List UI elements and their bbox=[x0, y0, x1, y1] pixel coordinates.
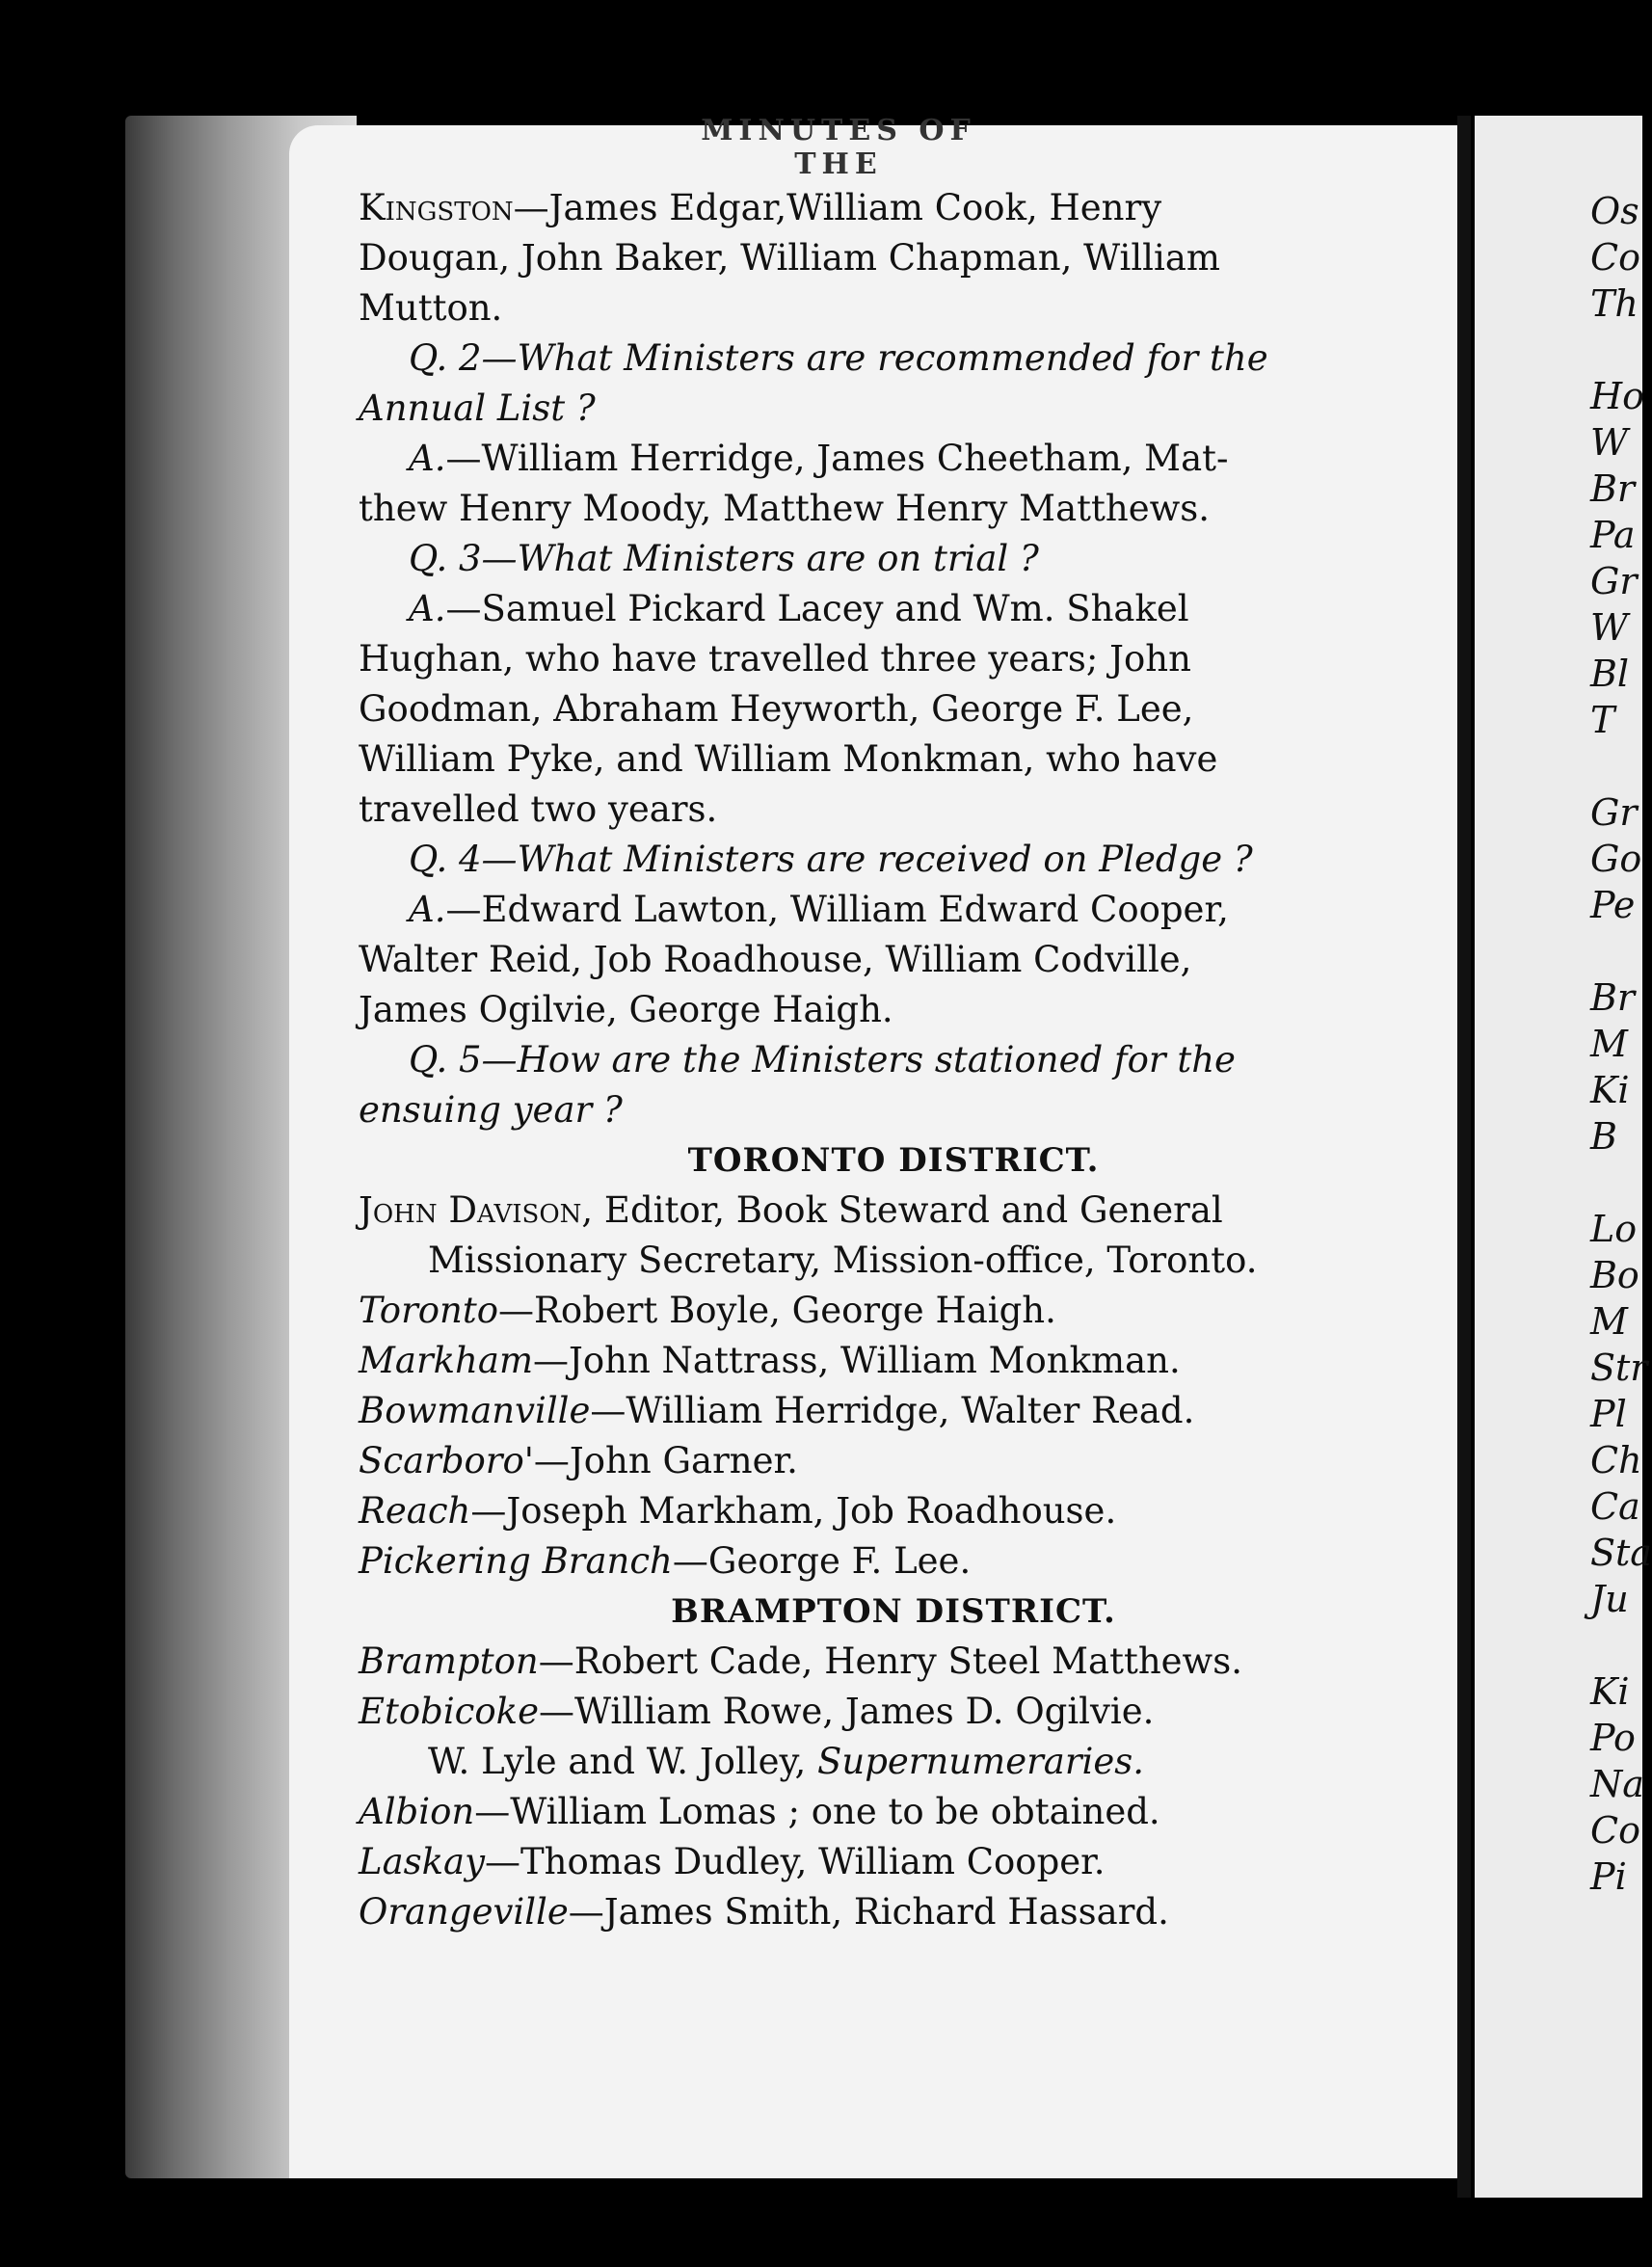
text-line bbox=[359, 1887, 1342, 1937]
text-line bbox=[359, 1787, 1342, 1837]
text-line bbox=[359, 1336, 1342, 1386]
text-run: Q. 3— bbox=[409, 538, 518, 579]
right-page-fragment: Ki bbox=[1590, 1670, 1630, 1713]
text-run: Brampton bbox=[359, 1640, 539, 1682]
page-text bbox=[359, 183, 1342, 1937]
text-run: What Ministers are on trial ? bbox=[517, 538, 1039, 579]
text-run: Laskay bbox=[359, 1841, 485, 1882]
text-line bbox=[359, 333, 1342, 384]
right-page-fragment: M bbox=[1590, 1300, 1628, 1343]
right-page-fragment: Ca bbox=[1590, 1485, 1640, 1528]
right-page-fragment: Str bbox=[1590, 1347, 1648, 1389]
text-run: What Ministers are recommended for the bbox=[517, 337, 1268, 379]
right-page-fragment: Br bbox=[1590, 467, 1636, 510]
text-line bbox=[359, 1837, 1342, 1887]
text-run: ensuing year ? bbox=[359, 1089, 623, 1131]
right-page-fragment: B bbox=[1590, 1115, 1617, 1158]
text-run: —William Herridge, James Cheetham, Mat- bbox=[445, 438, 1229, 479]
text-run: Reach bbox=[359, 1490, 471, 1532]
right-page-fragment: Pl bbox=[1590, 1393, 1627, 1435]
right-page-fragment: Po bbox=[1590, 1717, 1636, 1759]
text-run: —William Rowe, James D. Ogilvie. bbox=[539, 1691, 1155, 1732]
text-run: W. Lyle and W. Jolley, bbox=[428, 1741, 818, 1782]
text-line bbox=[359, 484, 1342, 534]
text-line bbox=[359, 935, 1342, 985]
right-page-fragment: Ch bbox=[1590, 1439, 1642, 1481]
text-run: A. bbox=[409, 889, 446, 930]
right-page-fragment: Co bbox=[1590, 1809, 1640, 1852]
text-run: BRAMPTON DISTRICT. bbox=[671, 1592, 1116, 1631]
district-heading bbox=[359, 1587, 1342, 1637]
right-page-fragment: T bbox=[1590, 699, 1615, 741]
text-run: —Robert Boyle, George Haigh. bbox=[498, 1290, 1056, 1331]
text-line bbox=[359, 1286, 1342, 1336]
right-page-fragment: Pa bbox=[1590, 514, 1636, 556]
text-run: Supernumeraries. bbox=[817, 1741, 1145, 1782]
text-line bbox=[359, 835, 1342, 885]
text-line bbox=[359, 1085, 1342, 1135]
text-run: Dougan, John Baker, William Chapman, William bbox=[359, 237, 1220, 279]
text-line bbox=[359, 1035, 1342, 1085]
text-run: travelled two years. bbox=[359, 788, 718, 830]
text-run: Annual List ? bbox=[359, 387, 596, 429]
text-run: —Thomas Dudley, William Cooper. bbox=[485, 1841, 1106, 1882]
text-run: —Joseph Markham, Job Roadhouse. bbox=[470, 1490, 1117, 1532]
text-run: —Samuel Pickard Lacey and Wm. Shakel bbox=[445, 588, 1189, 629]
text-line bbox=[359, 1737, 1342, 1787]
text-line bbox=[359, 584, 1342, 634]
text-run: thew Henry Moody, Matthew Henry Matthews. bbox=[359, 488, 1211, 529]
text-run: —James Edgar,William Cook, Henry bbox=[513, 187, 1162, 228]
text-line bbox=[359, 985, 1342, 1035]
right-page-fragment: Ju bbox=[1590, 1578, 1629, 1620]
right-page-fragment: Bo bbox=[1590, 1254, 1639, 1296]
right-page-fragment: Gr bbox=[1590, 560, 1638, 602]
right-page-fragment: W bbox=[1590, 421, 1629, 464]
text-run: A. bbox=[409, 588, 446, 629]
right-page-fragment bbox=[1590, 1622, 1648, 1668]
book-gutter bbox=[1457, 116, 1471, 2198]
right-page-fragment: Os bbox=[1590, 190, 1639, 232]
text-run: What Ministers are received on Pledge ? bbox=[517, 839, 1253, 880]
right-page-fragments bbox=[1590, 188, 1652, 1900]
text-line bbox=[359, 183, 1342, 233]
text-line bbox=[359, 1186, 1342, 1236]
right-page-fragment: Na bbox=[1590, 1763, 1644, 1805]
text-run: Mutton. bbox=[359, 287, 503, 329]
text-run: , Editor, Book Steward and General bbox=[581, 1189, 1223, 1231]
right-page-fragment: Br bbox=[1590, 976, 1636, 1019]
right-page-fragment: Ho bbox=[1590, 375, 1645, 417]
text-line bbox=[359, 785, 1342, 835]
right-page-fragment: Gr bbox=[1590, 791, 1638, 834]
text-line bbox=[359, 233, 1342, 283]
text-line bbox=[359, 1687, 1342, 1737]
right-page-fragment: M bbox=[1590, 1023, 1628, 1065]
text-run: —William Lomas ; one to be obtained. bbox=[474, 1791, 1160, 1832]
text-run: Scarboro' bbox=[359, 1440, 534, 1481]
text-run: Bowmanville bbox=[359, 1390, 591, 1431]
text-run: —John Garner. bbox=[533, 1440, 798, 1481]
text-run: John Davison bbox=[359, 1189, 582, 1231]
right-page-fragment: Ki bbox=[1590, 1069, 1630, 1111]
right-page-fragment: Co bbox=[1590, 236, 1640, 279]
text-line bbox=[359, 283, 1342, 333]
text-run: Walter Reid, Job Roadhouse, William Codville, bbox=[359, 939, 1192, 980]
text-run: Q. 5— bbox=[409, 1039, 518, 1080]
text-line bbox=[359, 434, 1342, 484]
running-head: MINUTES OF THE bbox=[701, 114, 976, 181]
text-line bbox=[359, 534, 1342, 584]
right-page-fragment bbox=[1590, 327, 1648, 373]
text-line bbox=[359, 1637, 1342, 1687]
text-run: Goodman, Abraham Heyworth, George F. Lee, bbox=[359, 688, 1194, 730]
text-line bbox=[359, 384, 1342, 434]
text-run: Q. 2— bbox=[409, 337, 518, 379]
text-run: Pickering Branch bbox=[359, 1540, 673, 1582]
text-run: A. bbox=[409, 438, 446, 479]
right-page-fragment: Bl bbox=[1590, 653, 1630, 695]
text-run: —Robert Cade, Henry Steel Matthews. bbox=[538, 1640, 1242, 1682]
text-run: William Pyke, and William Monkman, who have bbox=[359, 738, 1218, 780]
right-page-fragment bbox=[1590, 1160, 1648, 1206]
text-line bbox=[359, 634, 1342, 684]
text-run: Kingston bbox=[359, 187, 514, 228]
right-page-fragment bbox=[1590, 928, 1648, 974]
right-page-fragment bbox=[1590, 743, 1648, 789]
text-run: Markham bbox=[359, 1340, 534, 1381]
text-line bbox=[359, 1386, 1342, 1436]
text-run: How are the Ministers stationed for the bbox=[517, 1039, 1236, 1080]
text-line bbox=[359, 1536, 1342, 1587]
text-run: —William Herridge, Walter Read. bbox=[590, 1390, 1195, 1431]
text-run: Toronto bbox=[359, 1290, 499, 1331]
text-line bbox=[359, 1436, 1342, 1486]
text-run: —George F. Lee. bbox=[672, 1540, 972, 1582]
text-run: —Edward Lawton, William Edward Cooper, bbox=[445, 889, 1229, 930]
text-run: —James Smith, Richard Hassard. bbox=[568, 1891, 1169, 1933]
text-run: James Ogilvie, George Haigh. bbox=[359, 989, 893, 1030]
text-run: Albion bbox=[359, 1791, 475, 1832]
text-run: Orangeville bbox=[359, 1891, 569, 1933]
right-page-fragment: W bbox=[1590, 606, 1629, 649]
text-line bbox=[359, 734, 1342, 785]
right-page-fragment: Go bbox=[1590, 838, 1642, 880]
text-line bbox=[359, 1236, 1342, 1286]
right-page-fragment: Th bbox=[1590, 282, 1639, 325]
text-line bbox=[359, 885, 1342, 935]
text-run: —John Nattrass, William Monkman. bbox=[533, 1340, 1181, 1381]
text-run: Etobicoke bbox=[359, 1691, 539, 1732]
text-run: Q. 4— bbox=[409, 839, 518, 880]
text-run: Hughan, who have travelled three years; John bbox=[359, 638, 1191, 680]
right-page-fragment: Pe bbox=[1590, 884, 1636, 926]
district-heading bbox=[359, 1135, 1342, 1186]
right-page-fragment: Pi bbox=[1590, 1855, 1627, 1898]
text-line bbox=[359, 684, 1342, 734]
right-page-fragment: Lo bbox=[1590, 1208, 1638, 1250]
right-page-fragment: Sta bbox=[1590, 1532, 1652, 1574]
text-run: Missionary Secretary, Mission-office, Toronto. bbox=[428, 1240, 1258, 1281]
text-line bbox=[359, 1486, 1342, 1536]
text-run: TORONTO DISTRICT. bbox=[687, 1141, 1100, 1180]
